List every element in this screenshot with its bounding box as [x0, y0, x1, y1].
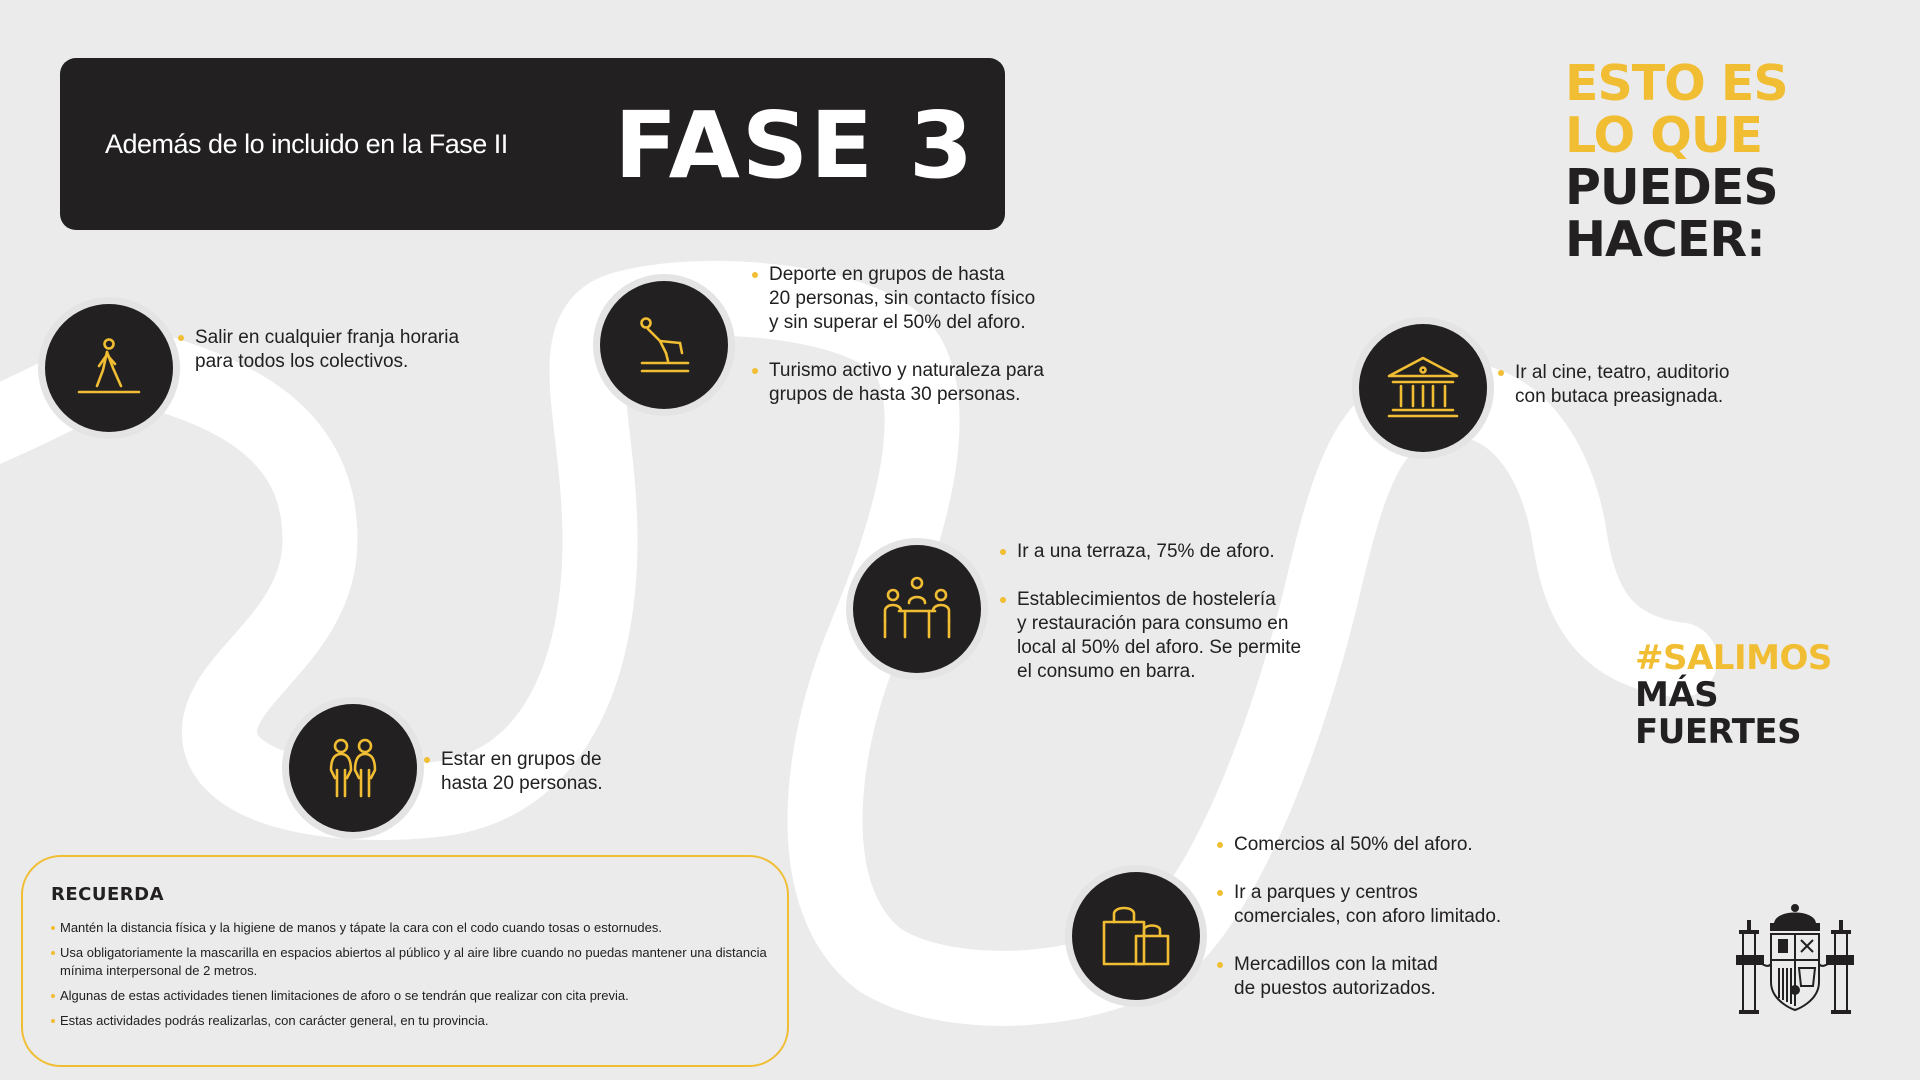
walking-person-icon [67, 326, 151, 410]
slogan-line-3: PUEDES [1565, 159, 1778, 216]
hashtag [1635, 640, 1832, 751]
group-of-people-icon [311, 726, 395, 810]
activity-text-shopping [1217, 833, 1547, 1001]
activity-circle-sport [600, 281, 728, 409]
activity-bullet: Mercadillos con la mitad de puestos autorizados. [1217, 953, 1547, 1001]
spain-coat-of-arms-icon [1735, 902, 1855, 1030]
activity-circle-group [289, 704, 417, 832]
slogan-line-1: ESTO ES [1565, 55, 1788, 112]
activity-bullet: Comercios al 50% del aforo. [1217, 833, 1547, 857]
hashtag-line-2: MÁS [1635, 675, 1719, 715]
recuerda-item: Mantén la distancia física y la higiene de manos y tápate la cara con el codo cuando tosas o estornudes. [51, 919, 771, 937]
slogan-line-2: LO QUE [1565, 107, 1763, 164]
activity-bullet: Ir a una terraza, 75% de aforo. [1000, 540, 1330, 564]
activity-bullet: Ir a parques y centros comerciales, con aforo limitado. [1217, 881, 1547, 929]
activity-bullet: Turismo activo y naturaleza para grupos de hasta 30 personas. [752, 359, 1072, 407]
activity-bullet: Establecimientos de hostelería y restauración para consumo en local al 50% del aforo. Se permite el consumo en barra. [1000, 588, 1330, 684]
hashtag-line-3: FUERTES [1635, 712, 1802, 752]
activity-text-theater [1498, 361, 1798, 409]
shopping-bags-icon [1094, 894, 1178, 978]
people-at-table-icon [875, 567, 959, 651]
activity-bullet: Estar en grupos de hasta 20 personas. [424, 748, 624, 796]
activity-text-walking [178, 326, 478, 374]
activity-circle-walking [45, 304, 173, 432]
hashtag-line-1: #SALIMOS [1635, 638, 1832, 678]
activity-bullet: Deporte en grupos de hasta 20 personas, sin contacto físico y sin superar el 50% del aforo. [752, 263, 1072, 335]
banner-title: FASE 3 [614, 92, 975, 199]
activity-bullet: Salir en cualquier franja horaria para todos los colectivos. [178, 326, 478, 374]
phase-banner [60, 58, 1005, 230]
slogan [1565, 55, 1788, 268]
slogan-line-4: HACER: [1565, 211, 1765, 268]
recuerda-box [21, 855, 789, 1067]
sport-exercise-icon [622, 303, 706, 387]
theater-building-icon [1381, 346, 1465, 430]
activity-text-sport [752, 263, 1072, 407]
activity-circle-shopping [1072, 872, 1200, 1000]
banner-subtitle: Además de lo incluido en la Fase II [105, 129, 508, 159]
recuerda-item: Estas actividades podrás realizarlas, con carácter general, en tu provincia. [51, 1012, 771, 1030]
activity-text-group [424, 748, 624, 796]
activity-circle-theater [1359, 324, 1487, 452]
activity-text-restaurant [1000, 540, 1330, 684]
recuerda-title: RECUERDA [51, 884, 165, 905]
recuerda-item: Algunas de estas actividades tienen limitaciones de aforo o se tendrán que realizar con cita previa. [51, 987, 771, 1005]
activity-circle-restaurant [853, 545, 981, 673]
recuerda-item: Usa obligatoriamente la mascarilla en espacios abiertos al público y al aire libre cuando no puedas mantener una distancia mínima interpersonal de 2 metros. [51, 944, 771, 980]
activity-bullet: Ir al cine, teatro, auditorio con butaca preasignada. [1498, 361, 1798, 409]
